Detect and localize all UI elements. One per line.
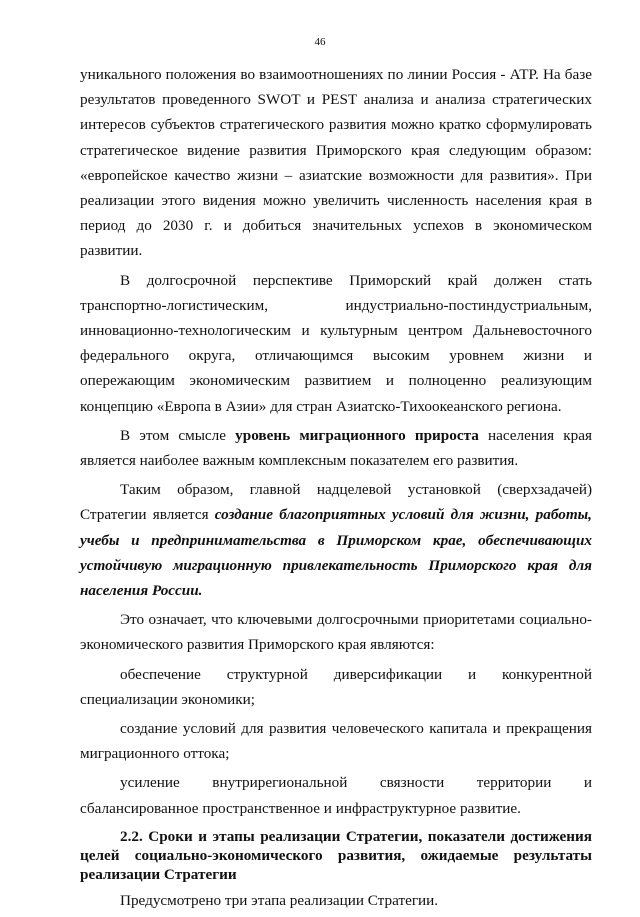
paragraph-3	[80, 423, 592, 473]
paragraph-3-end: населения края является наиболее важным комплексным показателем его развития.	[80, 426, 592, 470]
page-content	[80, 62, 592, 917]
paragraph-5: Это означает, что ключевыми долгосрочными приоритетами социально-экономического развития Приморского края являются:	[80, 611, 592, 654]
priority-item-1: обеспечение структурной диверсификации и конкурентной специализации экономики;	[80, 665, 592, 708]
paragraph-2: В долгосрочной перспективе Приморский край должен стать транспортно-логистическим, индустриально-постиндустриальным, инновационно-технологическим и культурным центром Дальневосточного федерального округа, отличающимся высоким уровнем жизни и опережающим экономическим развитием и полноценно реализующим концепцию «Европа в Азии» для стран Азиатско-Тихоокеанского региона.	[80, 271, 592, 415]
page-number: 46	[314, 36, 326, 48]
priority-item-2: создание условий для развития человеческого капитала и прекращения миграционного оттока;	[80, 720, 592, 763]
paragraph-3-start: В этом смысле	[120, 426, 236, 444]
paragraph-4	[80, 477, 592, 603]
paragraph-1: уникального положения во взаимоотношениях по линии Россия - АТР. На базе результатов проведенного SWOT и PEST анализа и анализа стратегических интересов субъектов стратегического развития можно кратко сформулировать стратегическое видение развития Приморского края следующим образом: «европейское качество жизни – азиатские возможности для развития». При реализации этого видения можно увеличить численность населения края в период до 2030 г. и добиться значительных успехов в экономическом развитии.	[80, 66, 592, 260]
paragraph-4-emphasis: создание благоприятных условий для жизни, работы, учебы и предпринимательства в Приморском крае, обеспечивающих устойчивую миграционную привлекательность Приморского края для населения России.	[80, 506, 592, 600]
section-heading: 2.2. Сроки и этапы реализации Стратегии, показатели достижения целей социально-экономического развития, ожидаемые результаты реализации Стратегии	[80, 827, 592, 883]
paragraph-3-emphasis: уровень миграционного прироста	[235, 426, 479, 444]
paragraph-4-start: Таким образом, главной надцелевой установкой (сверхзадачей) Стратегии является	[80, 481, 592, 524]
priority-item-3: усиление внутрирегиональной связности территории и сбалансированное пространственное и инфраструктурное развитие.	[80, 774, 592, 817]
paragraph-9: Предусмотрено три этапа реализации Стратегии.	[120, 891, 439, 909]
